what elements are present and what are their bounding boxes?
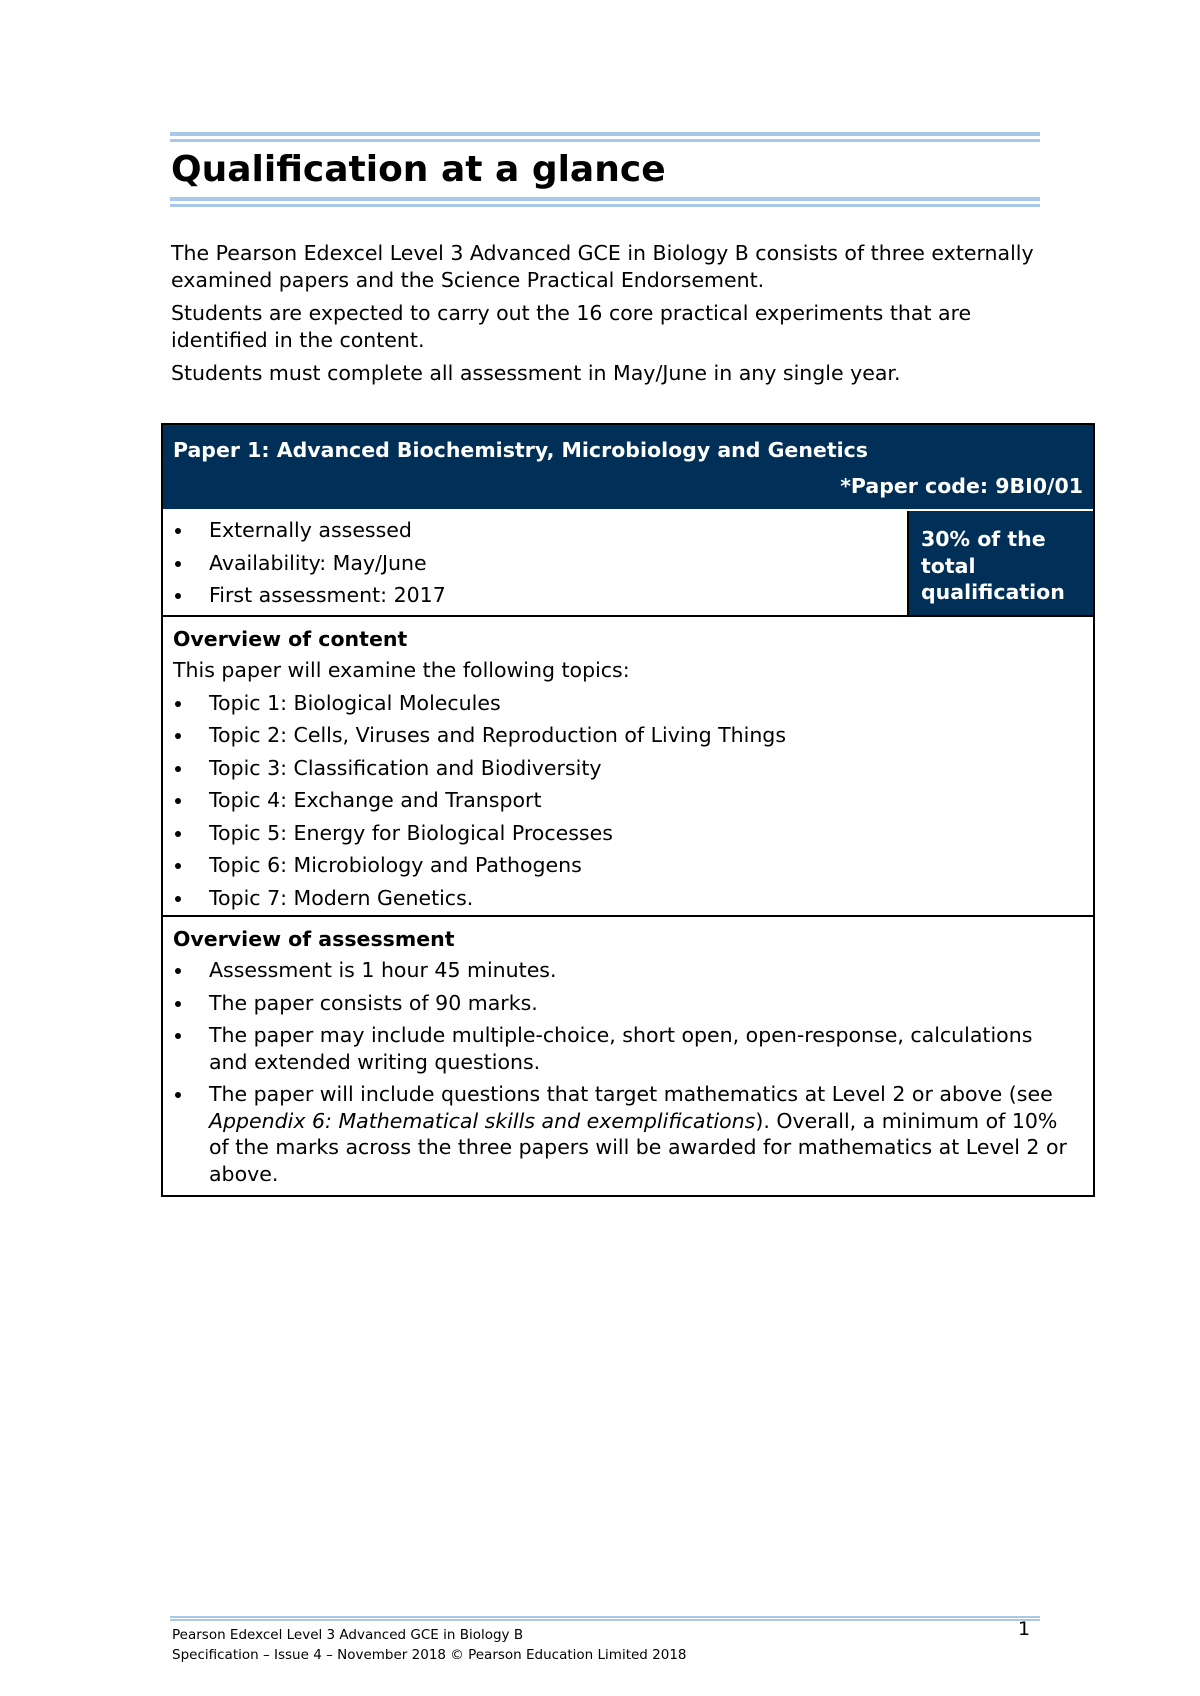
footer-line: Pearson Edexcel Level 3 Advanced GCE in Biology B bbox=[172, 1627, 524, 1643]
assessment-text: Assessment is 1 hour 45 minutes. bbox=[209, 958, 557, 982]
appendix-reference: Appendix 6: Mathematical skills and exemplifications bbox=[209, 1108, 756, 1133]
assessment-list bbox=[163, 957, 1083, 1187]
footer bbox=[172, 1625, 687, 1665]
assessment-text: The paper consists of 90 marks. bbox=[209, 990, 538, 1015]
list-item bbox=[163, 1022, 1083, 1075]
meta-item-text: Externally assessed bbox=[209, 518, 412, 542]
overview-of-content bbox=[163, 617, 1093, 917]
assessment-text: The paper may include multiple-choice, short open, open-response, calculations and extended writing questions. bbox=[209, 1023, 1033, 1074]
bullet-icon bbox=[175, 528, 181, 534]
topic-text: Topic 2: Cells, Viruses and Reproduction of Living Things bbox=[209, 723, 787, 747]
list-item bbox=[163, 582, 907, 608]
list-item bbox=[163, 787, 1083, 814]
paper-header bbox=[163, 425, 1093, 509]
intro-paragraph: Students must complete all assessment in May/June in any single year. bbox=[171, 361, 901, 385]
bullet-icon bbox=[175, 831, 181, 837]
page-title: Qualification at a glance bbox=[171, 149, 666, 190]
footer-line: Specification – Issue 4 – November 2018 © Pearson Education Limited 2018 bbox=[172, 1647, 687, 1663]
bullet-icon bbox=[175, 863, 181, 869]
qualification-weight: 30% of the total qualification bbox=[907, 511, 1093, 615]
assessment-heading: Overview of assessment bbox=[173, 927, 455, 951]
list-item bbox=[163, 690, 1083, 717]
footer-rule bbox=[170, 1616, 1040, 1621]
paper-1-table bbox=[161, 423, 1095, 1197]
bullet-icon bbox=[175, 701, 181, 707]
list-item bbox=[163, 852, 1083, 879]
bullet-icon bbox=[175, 1092, 181, 1098]
topic-text: Topic 6: Microbiology and Pathogens bbox=[209, 853, 582, 877]
intro-paragraph: Students are expected to carry out the 16 core practical experiments that are identified in the content. bbox=[171, 301, 972, 352]
title-top-rule bbox=[170, 132, 1040, 142]
list-item bbox=[163, 755, 1083, 782]
bullet-icon bbox=[175, 593, 181, 599]
topic-list bbox=[163, 690, 1083, 912]
meta-item-text: Availability: May/June bbox=[209, 550, 427, 575]
bullet-icon bbox=[175, 896, 181, 902]
bullet-icon bbox=[175, 1001, 181, 1007]
bullet-icon bbox=[175, 766, 181, 772]
content-lead: This paper will examine the following topics: bbox=[173, 658, 630, 682]
list-item bbox=[163, 957, 1083, 984]
list-item bbox=[163, 820, 1083, 847]
topic-text: Topic 3: Classification and Biodiversity bbox=[209, 755, 602, 780]
list-item bbox=[163, 990, 1083, 1017]
topic-text: Topic 4: Exchange and Transport bbox=[209, 788, 542, 812]
overview-of-assessment bbox=[163, 917, 1093, 1195]
list-item bbox=[163, 1081, 1083, 1187]
paper-meta-list bbox=[163, 511, 907, 615]
content-heading: Overview of content bbox=[173, 627, 408, 651]
intro-text bbox=[171, 240, 1051, 394]
list-item bbox=[163, 517, 907, 543]
list-item bbox=[163, 885, 1083, 912]
list-item bbox=[163, 722, 1083, 749]
paper-code: *Paper code: 9BI0/01 bbox=[840, 474, 1083, 498]
paper-meta-row bbox=[163, 509, 1093, 617]
bullet-icon bbox=[175, 561, 181, 567]
bullet-icon bbox=[175, 733, 181, 739]
title-bottom-rule bbox=[170, 197, 1040, 207]
bullet-icon bbox=[175, 968, 181, 974]
page-number: 1 bbox=[1018, 1618, 1031, 1640]
topic-text: Topic 5: Energy for Biological Processes bbox=[209, 820, 613, 845]
paper-title: Paper 1: Advanced Biochemistry, Microbiology and Genetics bbox=[173, 438, 868, 462]
assessment-text-before: The paper will include questions that target mathematics at Level 2 or above (see bbox=[209, 1082, 1053, 1106]
list-item bbox=[163, 550, 907, 576]
intro-paragraph: The Pearson Edexcel Level 3 Advanced GCE in Biology B consists of three externally examined papers and the Science Practical Endorsement. bbox=[171, 241, 1034, 292]
assessment-text-after: ). Overall, a minimum of 10% of the marks across the three papers will be awarded for mathematics at Level 2 or above. bbox=[209, 1108, 1067, 1186]
bullet-icon bbox=[175, 1033, 181, 1039]
topic-text: Topic 7: Modern Genetics. bbox=[209, 885, 474, 910]
bullet-icon bbox=[175, 798, 181, 804]
topic-text: Topic 1: Biological Molecules bbox=[209, 690, 501, 715]
meta-item-text: First assessment: 2017 bbox=[209, 583, 446, 607]
